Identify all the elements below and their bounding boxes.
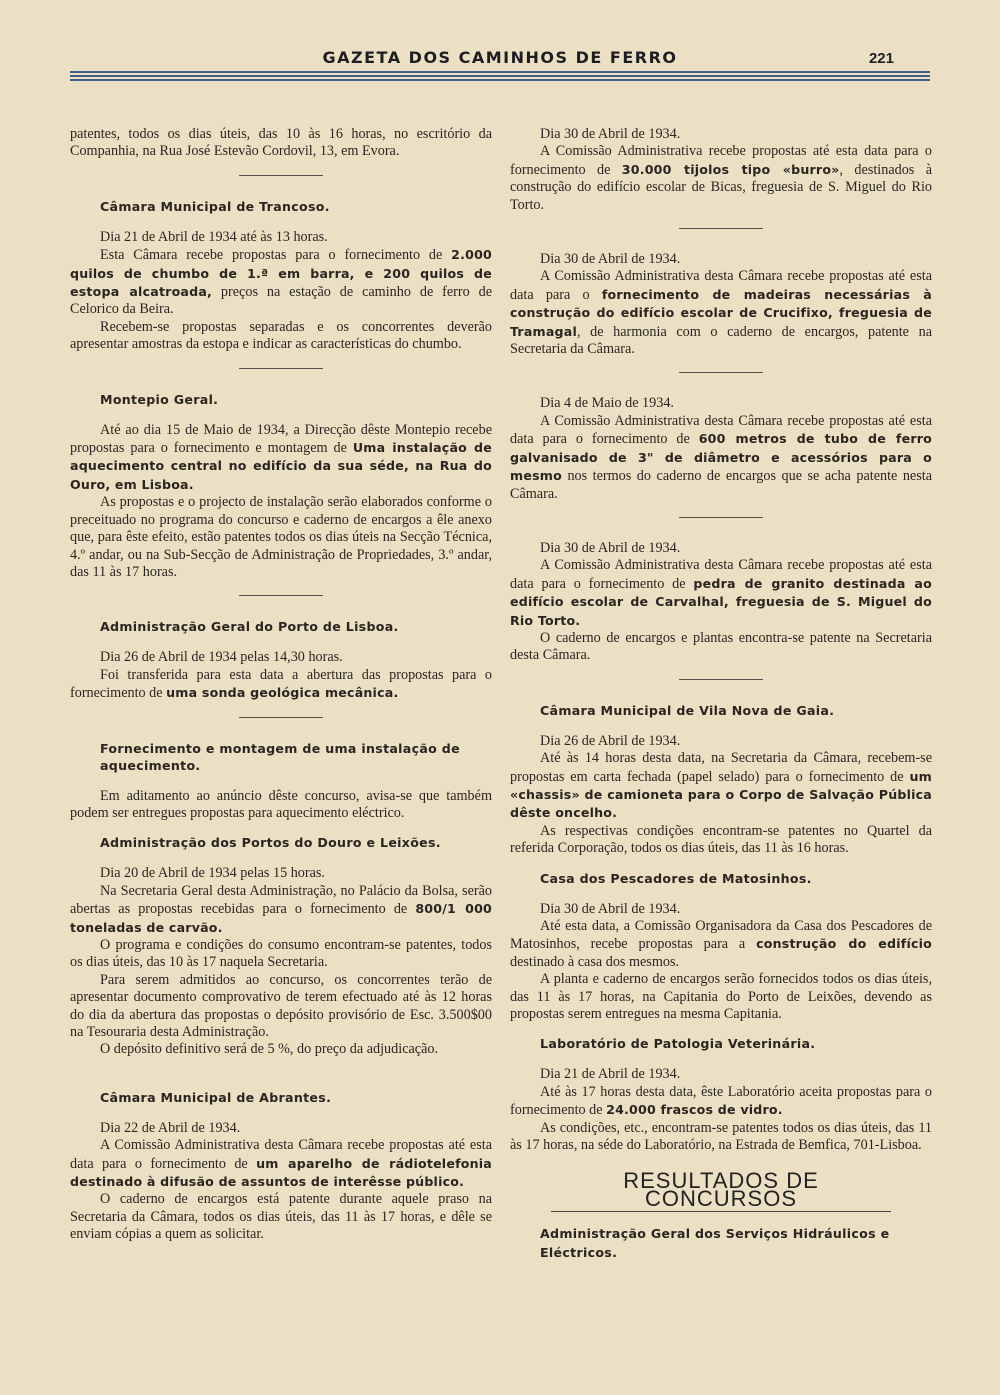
- paragraph: [510, 918, 932, 971]
- divider: [679, 228, 763, 229]
- paragraph: [70, 667, 492, 703]
- text-span: A Comissão Administrativa desta Câmara recebe propostas até esta data para o fornecimento de: [510, 412, 932, 448]
- text-span: Foi transferida para esta data a abertura das propostas para o fornecimento de: [70, 666, 492, 702]
- paragraph: [510, 1084, 932, 1120]
- paragraph: patentes, todos os dias úteis, das 10 às 16 horas, no escritório da Companhia, na Rua José Estevão Cordovil, 13, em Evora.: [70, 126, 492, 160]
- paragraph: As propostas e o projecto de instalação serão elaborados conforme o preceituado no programa do concurso e caderno de encargos a êle anexo que, para êste efeito, estão patentes todos os dias úteis na Secção Técnica, 4.º andar, ou na Sub-Secção de Administração de Propriedades, 3.º andar, das 11 às 17 horas.: [70, 494, 492, 580]
- text-span: Esta Câmara recebe propostas para o fornecimento de: [100, 247, 452, 264]
- paragraph: O depósito definitivo será de 5 %, do preço da adjudicação.: [100, 1041, 439, 1058]
- divider: [679, 679, 763, 680]
- bold-span: construção do edifício: [756, 936, 932, 952]
- notice-title: Montepio Geral.: [100, 391, 219, 407]
- notice-title: Casa dos Pescadores de Matosinhos.: [540, 870, 812, 886]
- paragraph: [70, 1137, 492, 1191]
- bold-span: 30.000 tijolos tipo «burro»: [621, 161, 840, 177]
- paragraph: [70, 883, 492, 937]
- notice-date: Dia 21 de Abril de 1934 até às 13 horas.: [100, 228, 328, 245]
- bold-span: 600 metros de tubo de ferro galvanisado de 3" de diâmetro e acessórios para o mesmo: [510, 431, 932, 484]
- text-span: destinado à casa dos mesmos.: [510, 953, 680, 970]
- spacer: [70, 822, 492, 834]
- paragraph: [510, 268, 932, 358]
- bold-span: pedra de granito destinada ao edifício escolar de Carvalhal, freguesia de S. Miguel do Rio Torto.: [510, 575, 932, 628]
- paragraph: Para serem admitidos ao concurso, os concorrentes terão de apresentar documento comprovativo de terem efectuado até às 12 horas do dia da abertura das propostas o depósito provisório de Esc. 3.500$00 na Tesouraria desta Administração.: [70, 971, 492, 1040]
- bold-span: Uma instalação de aquecimento central no edifício da sua séde, na Rua do Ouro, em Lisboa.: [70, 440, 492, 492]
- paragraph: A planta e caderno de encargos serão fornecidos todos os dias úteis, das 11 às 17 horas, na Capitania do Porto de Leixões, devendo as propostas serem entregues na mesma Capitania.: [510, 971, 932, 1023]
- section-heading: RESULTADOS DE CONCURSOS: [551, 1172, 891, 1212]
- paragraph: O caderno de encargos está patente durante aquele praso na Secretaria da Câmara, todos os dias úteis, das 11 às 17 horas, e dêle se enviam cópias a quem as solicitar.: [70, 1191, 492, 1243]
- notice-title: Administração dos Portos do Douro e Leixões.: [100, 835, 441, 851]
- divider: [239, 368, 323, 369]
- notice-title: Administração Geral do Porto de Lisboa.: [100, 619, 399, 635]
- notice-title: Câmara Municipal de Abrantes.: [100, 1089, 332, 1105]
- notice-title: Administração Geral dos Serviços Hidráulicos e Eléctricos.: [540, 1226, 890, 1261]
- divider: [679, 517, 763, 518]
- left-column: [70, 126, 492, 1244]
- text-span: A Comissão Administrativa desta Câmara recebe propostas até esta data para o: [510, 268, 932, 303]
- bold-span: 24.000 frascos de vidro.: [606, 1102, 783, 1118]
- text-span: preços na estação de caminho de ferro de Celorico da Beira.: [70, 284, 492, 318]
- notice-date: Dia 21 de Abril de 1934.: [540, 1066, 681, 1083]
- paragraph: Em aditamento ao anúncio dêste concurso, avisa-se que também podem ser entregues propostas para aquecimento eléctrico.: [70, 787, 492, 821]
- spacer: [510, 858, 932, 870]
- text-span: A Comissão Administrativa desta Câmara recebe propostas até esta data para o fornecimento de: [70, 1137, 492, 1172]
- header-rule: [70, 71, 930, 81]
- bold-span: um aparelho de rádiotelefonia destinado à difusão de assuntos de interêsse público.: [70, 1155, 492, 1190]
- paragraph: Recebem-se propostas separadas e os concorrentes deverão apresentar amostras da estopa e indicar as características do chumbo.: [70, 318, 492, 353]
- page-header: [70, 44, 930, 84]
- notice-date: Dia 30 de Abril de 1934.: [540, 126, 681, 142]
- paragraph: O caderno de encargos e plantas encontra-se patente na Secretaria desta Câmara.: [510, 629, 932, 664]
- divider: [239, 175, 323, 176]
- notice-date: Dia 30 de Abril de 1934.: [540, 539, 681, 556]
- notice-date: Dia 26 de Abril de 1934 pelas 14,30 horas.: [100, 649, 343, 666]
- divider: [239, 717, 323, 718]
- paragraph: O programa e condições do consumo encontram-se patentes, todos os dias úteis, das 10 às 17 naquela Secretaria.: [70, 936, 492, 971]
- paragraph: [70, 422, 492, 495]
- text-span: Até esta data, a Comissão Organisadora da Casa dos Pescadores de Matosinhos, recebe propostas para a: [510, 918, 932, 953]
- spacer: [510, 1023, 932, 1035]
- text-span: nos termos do caderno de encargos que se acha patente nesta Câmara.: [510, 468, 932, 502]
- right-column: [510, 126, 932, 1276]
- publication-title: GAZETA DOS CAMINHOS DE FERRO: [322, 48, 678, 67]
- bold-span: 800/1 000 toneladas de carvão.: [70, 901, 493, 935]
- notice-date: Dia 30 de Abril de 1934.: [540, 900, 681, 917]
- paragraph: [510, 143, 932, 214]
- text-span: Até ao dia 15 de Maio de 1934, a Direcção dêste Montepio recebe propostas para o fornecimento e montagem de: [70, 421, 492, 457]
- notice-title: Câmara Municipal de Vila Nova de Gaia.: [540, 702, 835, 718]
- page-number: 221: [868, 50, 894, 67]
- paragraph: [510, 750, 932, 823]
- divider: [679, 372, 763, 373]
- bold-span: um «chassis» de camioneta para o Corpo de Salvação Pública dêste oncelho.: [510, 768, 932, 821]
- bold-span: 2.000 quilos de chumbo de 1.ª em barra, e 200 quilos de estopa alcatroada,: [70, 247, 492, 300]
- bold-span: fornecimento de madeiras necessárias à construção do edifício escolar de Crucifixo, freguesia de Tramagal: [510, 286, 932, 339]
- notice-date: Dia 4 de Maio de 1934.: [540, 395, 674, 412]
- text-span: Até às 14 horas desta data, na Secretaria da Câmara, recebem-se propostas em carta fechada (papel selado) para o fornecimento de: [510, 750, 932, 785]
- text-span: A Comissão Administrativa desta Câmara recebe propostas até esta data para o fornecimento de: [510, 557, 932, 592]
- text-span: A Comissão Administrativa recebe propostas até esta data para o fornecimento de: [510, 143, 932, 178]
- notice-date: Dia 20 de Abril de 1934 pelas 15 horas.: [100, 865, 325, 882]
- text-span: Até às 17 horas desta data, êste Laboratório aceita propostas para o fornecimento de: [510, 1083, 932, 1119]
- paragraph: As respectivas condições encontram-se patentes no Quartel da referida Corporação, todos os dias úteis, das 11 às 16 horas.: [510, 822, 932, 857]
- text-span: , de harmonia com o caderno de encargos, patente na Secretaria da Câmara.: [510, 323, 932, 358]
- paragraph: [510, 413, 932, 503]
- notice-title: Fornecimento e montagem de uma instalação de aquecimento.: [100, 740, 460, 773]
- notice-date: Dia 30 de Abril de 1934.: [540, 251, 681, 268]
- paragraph: [510, 557, 932, 630]
- notice-title: Laboratório de Patologia Veterinária.: [540, 1036, 816, 1052]
- paragraph: [70, 246, 492, 319]
- spacer: [70, 1059, 492, 1089]
- text-span: Na Secretaria Geral desta Administração, no Palácio da Bolsa, serão abertas as propostas recebidas para o fornecimento de: [70, 882, 492, 918]
- bold-span: uma sonda geológica mecânica.: [166, 685, 399, 701]
- notice-date: Dia 22 de Abril de 1934.: [100, 1119, 241, 1136]
- paragraph: As condições, etc., encontram-se patentes todos os dias úteis, das 11 às 17 horas, na séde do Laboratório, na Estrada de Bemfica, 701-Lisboa.: [510, 1119, 932, 1154]
- notice-date: Dia 26 de Abril de 1934.: [540, 732, 681, 749]
- notice-title: Câmara Municipal de Trancoso.: [100, 198, 330, 214]
- text-span: , destinados à construção do edifício escolar de Bicas, freguesia de S. Miguel do Rio Torto.: [510, 161, 932, 213]
- divider: [239, 595, 323, 596]
